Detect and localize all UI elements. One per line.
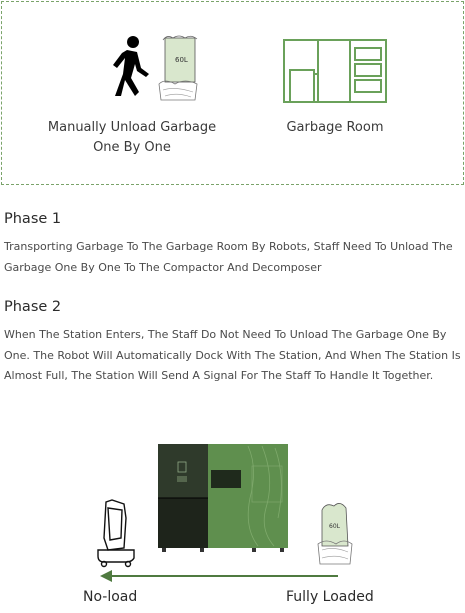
station-illustration xyxy=(0,438,465,613)
no-load-label: No-load xyxy=(83,589,138,605)
bottom-bin-label: 60L xyxy=(329,523,340,530)
fully-loaded-label: Fully Loaded xyxy=(286,589,374,605)
robot-empty-icon xyxy=(98,500,134,567)
phase1-title: Phase 1 xyxy=(4,211,62,227)
unload-caption-line2: One By One xyxy=(93,140,171,155)
walking-person-with-bin-icon xyxy=(105,34,200,104)
garbage-room-caption: Garbage Room xyxy=(286,120,384,135)
unload-caption xyxy=(40,118,224,158)
robot-loaded-icon xyxy=(318,503,352,564)
phase2-title: Phase 2 xyxy=(4,299,62,315)
garbage-room-icon xyxy=(282,38,388,104)
phase2-body: When The Station Enters, The Staff Do Not Need To Unload The Garbage One By One. The Robot Will Automatically Dock With The Station, And When The Station Is Almost Full, The Station Will Send A Signal For The Staff To Handle It Together. xyxy=(4,328,461,382)
direction-arrow-icon xyxy=(100,570,338,582)
phase1-body: Transporting Garbage To The Garbage Room By Robots, Staff Need To Unload The Garbage One By One To The Compactor And Decomposer xyxy=(4,240,453,274)
bin-label: 60L xyxy=(175,56,188,64)
docking-station-icon xyxy=(158,444,288,552)
unload-caption-line1: Manually Unload Garbage xyxy=(47,120,217,135)
